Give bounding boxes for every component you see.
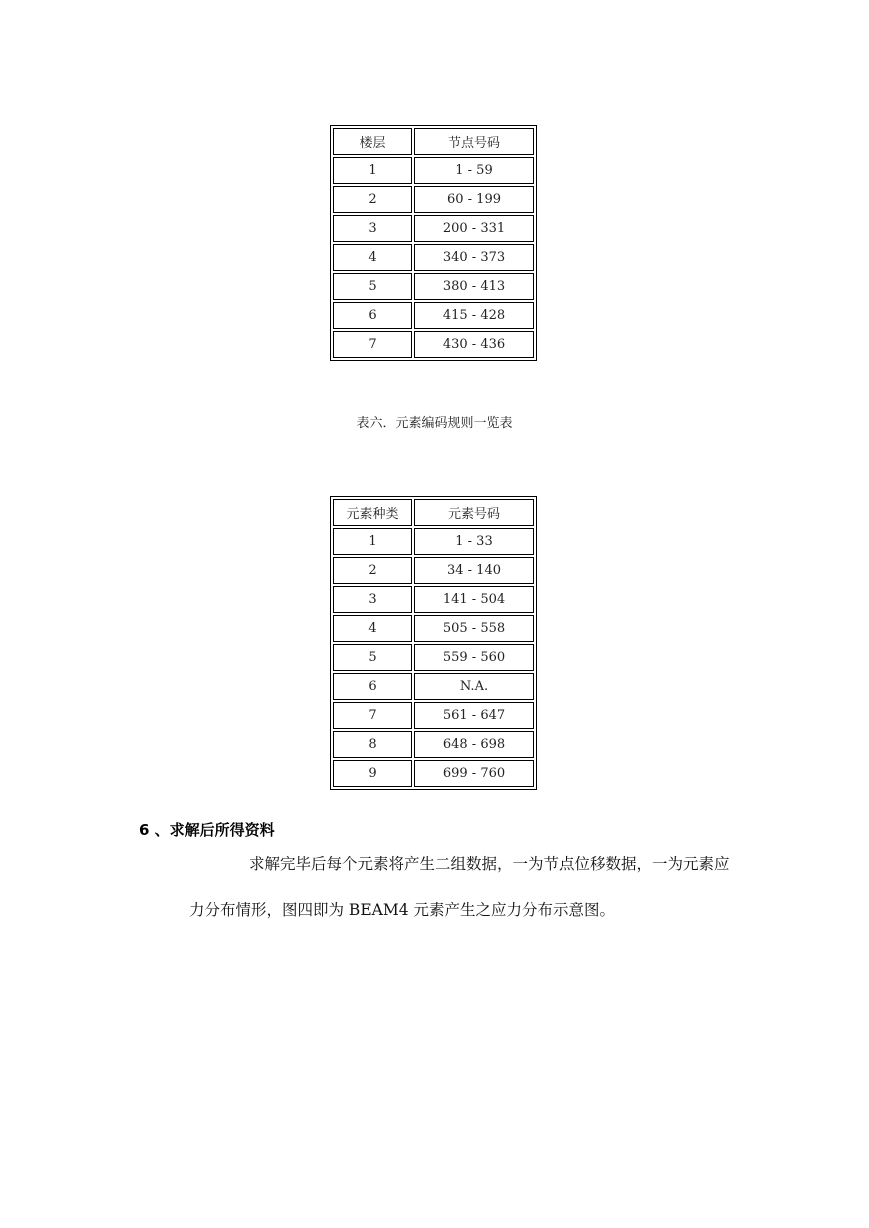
element-numbering-table-body bbox=[333, 499, 534, 787]
table-row bbox=[333, 557, 534, 584]
table-cell: 200 - 331 bbox=[414, 215, 534, 242]
table-row bbox=[333, 215, 534, 242]
table-cell: 8 bbox=[333, 731, 412, 758]
table-cell: 1 - 33 bbox=[414, 528, 534, 555]
paragraph-line-2: 力分布情形，图四即为 BEAM4 元素产生之应力分布示意图。 bbox=[189, 901, 615, 919]
table-cell: 505 - 558 bbox=[414, 615, 534, 642]
table-row bbox=[333, 302, 534, 329]
table-cell: 141 - 504 bbox=[414, 586, 534, 613]
table-cell: 1 bbox=[333, 157, 412, 184]
table-cell: 9 bbox=[333, 760, 412, 787]
table-cell: 2 bbox=[333, 557, 412, 584]
table-row bbox=[333, 702, 534, 729]
table-cell: 559 - 560 bbox=[414, 644, 534, 671]
node-numbering-table bbox=[330, 125, 537, 361]
table-cell: 3 bbox=[333, 586, 412, 613]
table-cell: 34 - 140 bbox=[414, 557, 534, 584]
table-cell: 1 bbox=[333, 528, 412, 555]
table-row bbox=[333, 760, 534, 787]
column-header: 元素号码 bbox=[414, 499, 534, 526]
table-cell: 7 bbox=[333, 331, 412, 358]
table-row bbox=[333, 331, 534, 358]
table-cell: 4 bbox=[333, 615, 412, 642]
table-cell: 4 bbox=[333, 244, 412, 271]
table-cell: 1 - 59 bbox=[414, 157, 534, 184]
table-row bbox=[333, 615, 534, 642]
column-header: 元素种类 bbox=[333, 499, 412, 526]
table-caption: 表六．元素编码规则一览表 bbox=[356, 416, 513, 431]
table-row bbox=[333, 673, 534, 700]
table-header-row bbox=[333, 128, 534, 155]
table-cell: 60 - 199 bbox=[414, 186, 534, 213]
table-row bbox=[333, 157, 534, 184]
element-numbering-table bbox=[330, 496, 537, 790]
table-cell: 2 bbox=[333, 186, 412, 213]
table-cell: 6 bbox=[333, 302, 412, 329]
table-row bbox=[333, 586, 534, 613]
table-cell: 7 bbox=[333, 702, 412, 729]
table-cell: 3 bbox=[333, 215, 412, 242]
table-cell: 430 - 436 bbox=[414, 331, 534, 358]
paragraph-line-1: 求解完毕后每个元素将产生二组数据，一为节点位移数据，一为元素应 bbox=[249, 855, 730, 873]
table-row bbox=[333, 528, 534, 555]
column-header: 楼层 bbox=[333, 128, 412, 155]
table-cell: 5 bbox=[333, 644, 412, 671]
section-heading: 6 、求解后所得资料 bbox=[139, 821, 275, 839]
table-row bbox=[333, 273, 534, 300]
table-cell: 648 - 698 bbox=[414, 731, 534, 758]
table-cell: 5 bbox=[333, 273, 412, 300]
table-row bbox=[333, 644, 534, 671]
table-cell: 561 - 647 bbox=[414, 702, 534, 729]
table-cell: 415 - 428 bbox=[414, 302, 534, 329]
table-cell: 699 - 760 bbox=[414, 760, 534, 787]
column-header: 节点号码 bbox=[414, 128, 534, 155]
table-cell: N.A. bbox=[414, 673, 534, 700]
table-cell: 340 - 373 bbox=[414, 244, 534, 271]
table-row bbox=[333, 731, 534, 758]
node-numbering-table-body bbox=[333, 128, 534, 358]
table-row bbox=[333, 186, 534, 213]
table-cell: 6 bbox=[333, 673, 412, 700]
table-header-row bbox=[333, 499, 534, 526]
table-row bbox=[333, 244, 534, 271]
table-cell: 380 - 413 bbox=[414, 273, 534, 300]
